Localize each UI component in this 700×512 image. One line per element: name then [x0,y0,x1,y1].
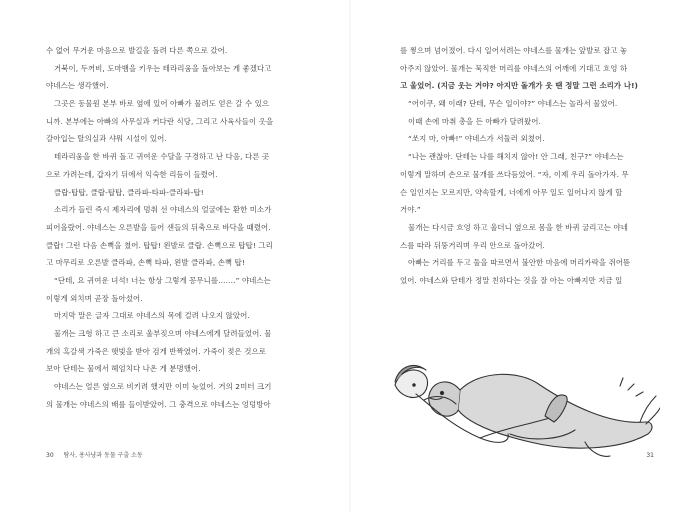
text-line: 스를 따라 뒤뚱거리며 우리 안으로 돌아갔어. [400,240,546,250]
text-line: 이때 손에 마취 총을 든 아빠가 달려왔어. [408,116,541,126]
text-line: 이렇게 말하며 손으로 물개를 쓰다듬었어. “자, 이제 우리 돌아가자. 무 [400,169,629,179]
page-number: 31 [646,452,654,459]
text-line: 야네스는 얼른 옆으로 비키려 했지만 이미 늦었어. 거의 2미터 크기 [54,382,272,392]
right-page [350,0,700,512]
text-line: 그곳은 동물원 본부 바로 옆에 있어 아빠가 물려도 얻은 갈 수 있으 [54,99,270,109]
text-line: “어이쿠, 왜 이래? 단테, 무슨 일이야?” 야네스는 놀라서 물었어. [408,99,618,109]
text-line: 슨 일인지는 모르지만, 약속할게, 너에게 아무 일도 일어나지 않게 할 [400,187,623,197]
text-line: 클랍-탑탑, 클랍-탑탑, 클라파-타파-클라파-탑! [54,187,204,197]
text-line: 를 찧으며 넘어졌어. 다시 일어서려는 야네스를 물개는 앞발로 잡고 놓 [400,46,628,55]
text-line: “나는 괜찮아. 단테는 나를 해치지 않아! 안 그래, 친구?” 야네스는 [408,152,624,162]
text-line: 었어. 야네스와 단테가 정말 친하다는 것을 잘 아는 아빠지만 지금 일 [400,275,623,285]
text-line: 고 울었어. (지금 웃는 거야? 아지만 돌개가 웃 땐 정말 그런 소리가 나!) [400,81,639,91]
text-line: 으로 가려는데, 갑자기 뒤에서 익숙한 리듬이 들렸어. [46,169,218,179]
text-line: 거야.” [400,205,421,215]
text-line: 보아 단테는 물에서 헤엄치다 나온 게 분명했어. [46,364,201,374]
text-line: 이렇게 외치며 곧장 돌아섰어. [46,293,143,303]
text-line: 거북이, 두꺼비, 도마뱀을 키우는 테라리움을 돌아보는 게 좋겠다고 [54,63,272,73]
text-line: 수 없어 무거운 마음으로 발길을 돌려 다른 쪽으로 갔어. [46,46,228,55]
left-folio [46,450,143,459]
text-line: “쏘지 마, 아빠!” 야네스가 서둘러 외쳤어. [408,134,545,144]
text-line: 의 물개는 야네스의 배를 들이받았어. 그 충격으로 야네스는 엉덩방아 [46,399,271,409]
text-line: 테라리움을 한 바퀴 돌고 귀여운 수달을 구경하고 난 다음, 다른 곳 [54,152,270,162]
page-number: 30 [46,452,54,459]
text-line: 개의 흑갈색 가죽은 햇빛을 받아 검게 반짝였어. 가죽이 젖은 것으로 [46,346,266,356]
right-folio [646,452,654,459]
text-line: 피어올랐어. 야네스는 오른발을 들어 샌들의 뒤축으로 바닥을 때렸어. [46,222,271,232]
text-line: 물개는 크헝 하고 큰 소리로 울부짖으며 야네스에게 달려들었어. 물 [54,329,272,338]
text-line: 클랍! 그런 다음 손뼉을 쳤어. 탑탑! 왼발로 클랍. 손뼉으로 탑탑! 그리 [46,240,273,250]
left-body-text [46,42,304,413]
text-line: 소리가 들린 즉시 제자리에 멈춰 선 야네스의 얼굴에는 환한 미소가 [54,205,272,215]
text-line: 아주지 않았어. 물개는 묵직한 머리를 야네스의 어깨에 기대고 흐엉 하 [400,63,628,73]
boy-hugging-seal-illustration [390,330,660,470]
text-line: 아빠는 거리를 두고 둘을 따르면서 불안한 마음에 머리카락을 쥐어뜯 [408,258,631,268]
text-line: 물개는 다시금 흐엉 하고 울더니 옆으로 몸을 한 바퀴 굴리고는 야네 [408,222,628,232]
text-line: 야네스는 생각했어. [46,81,109,91]
right-body-text [400,42,658,290]
running-title: 탐사, 용사냥과 동물 구출 소동 [63,452,143,459]
text-line: 갈아입는 탈의실과 샤워 시설이 있어. [46,134,167,144]
text-line: 고 마무리로 오른발 클라파, 손뼉 타파, 왼발 클라파, 손뼉 탑! [46,258,245,268]
text-line: 마지막 말은 글자 그대로 야네스의 목에 걸려 나오지 않았어. [54,311,250,321]
text-line: “단테, 요 귀여운 녀석! 너는 항상 그렇게 꽁무니를…….” 야네스는 [54,275,271,285]
text-line: 니까. 본부에는 아빠의 사무실과 커다란 식당, 그리고 사육사들이 옷을 [46,116,274,126]
